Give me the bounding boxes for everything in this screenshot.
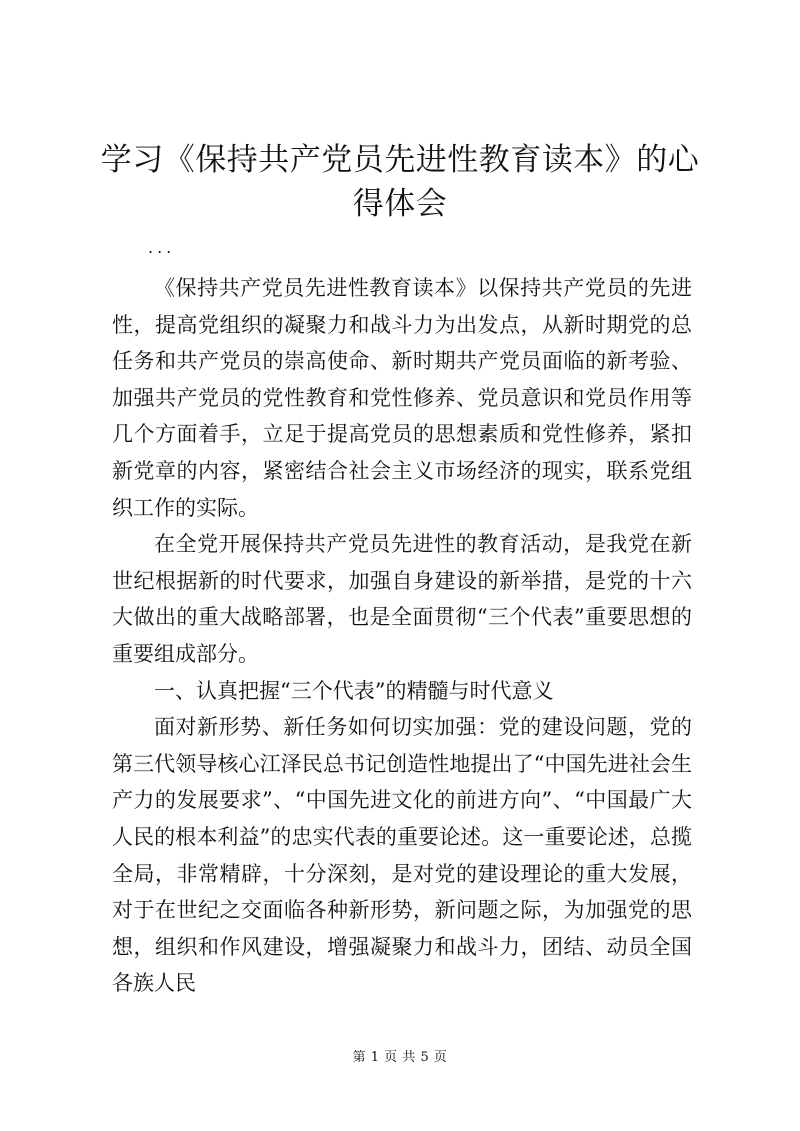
- document-title: 学习《保持共产党员先进性教育读本》的心得体会: [100, 142, 700, 222]
- document-body: [112, 270, 692, 1002]
- paragraph-intro: 《保持共产党员先进性教育读本》以保持共产党员的先进性，提高党组织的凝聚力和战斗力为出发点，从新时期党的总任务和共产党员的崇高使命、新时期共产党员面临的新考验、加强共产党员的党性教育和党性修养、党员意识和党员作用等几个方面着手，立足于提高党员的思想素质和党性修养，紧扣新党章的内容，紧密结合社会主义市场经济的现实，联系党组织工作的实际。: [112, 276, 692, 520]
- paragraph-three-represents: 面对新形势、新任务如何切实加强：党的建设问题，党的第三代领导核心江泽民总书记创造性地提出了“中国先进社会生产力的发展要求”、“中国先进文化的前进方向”、“中国最广大人民的根本利益”的忠实代表的重要论述。这一重要论述，总揽全局，非常精辟，十分深刻，是对党的建设理论的重大发展，对于在世纪之交面临各种新形势，新问题之际，为加强党的思想，组织和作风建设，增强凝聚力和战斗力，团结、动员全国各族人民: [112, 715, 692, 996]
- paragraph-campaign: 在全党开展保持共产党员先进性的教育活动，是我党在新世纪根据新的时代要求，加强自身建设的新举措，是党的十六大做出的重大战略部署，也是全面贯彻“三个代表”重要思想的重要组成部分。: [112, 532, 692, 666]
- page-number-footer: 第 1 页 共 5 页: [352, 1050, 448, 1065]
- section-heading-one: 一、认真把握“三个代表”的精髓与时代意义: [154, 678, 554, 703]
- ellipsis-marker: ...: [148, 238, 176, 257]
